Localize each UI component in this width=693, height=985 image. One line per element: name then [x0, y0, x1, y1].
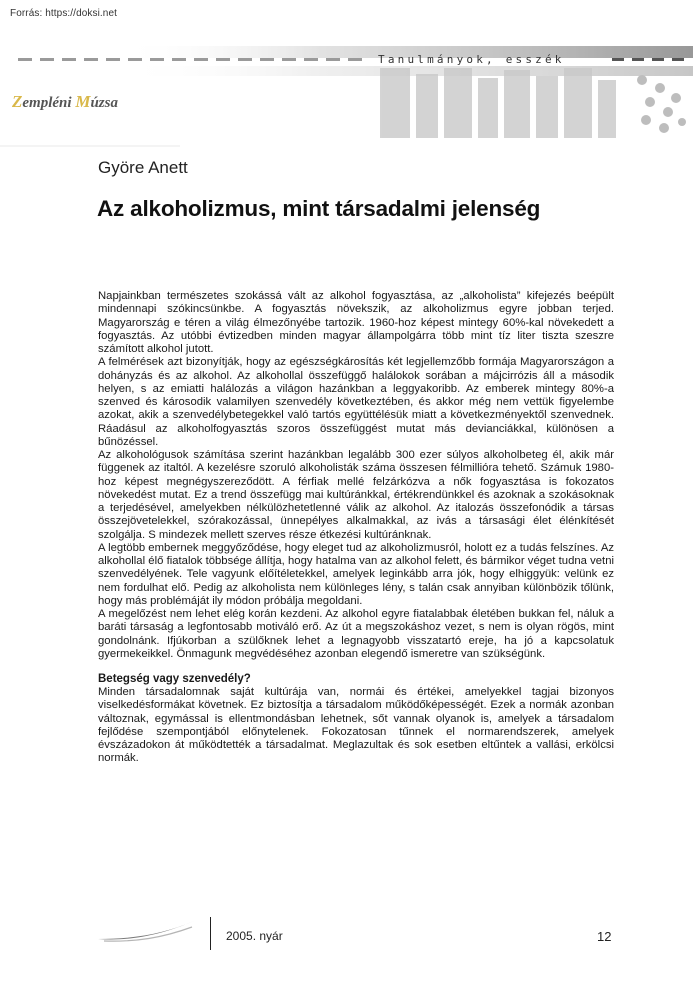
paragraph: Minden társadalomnak saját kultúrája van, normái és értékei, amelyekkel tagjai bizonyos viselkedésformákat követnek. Ez biztosítja a társadalom működőképességét. Ezek a normák azonban változnak, egymással is ellentmondásban lehetnek, sőt vannak olyanok is, amelyek a társadalom fejlődése szempontjából előnytelenek. Fokozatosan tűnnek el normarendszerek, amelyek évszázadokon át működtették a társadalmat. Meglazultak és sok esetben eltűntek a vallási, erkölcsi normák. — [98, 686, 614, 765]
page-number: 12 — [597, 929, 612, 944]
magazine-logo: Zempléni Múzsa — [12, 92, 118, 111]
paragraph: A felmérések azt bizonyítják, hogy az egészségkárosítás két legjellemzőbb formája Magyarországon a dohányzás és az alkohol. Az alkohollal összefüggő halálokok sorában a májcirrózis áll a második helyen, s az emiatti halálozás a világon hazánkban a leggyakoribb. Az emberek mintegy 80%-a szenved és károsodik valamilyen szenvedély következtében, és akkor még nem vettük figyelembe azokat, akik a szenvedélybetegekkel való tartós együttélésük miatt a következményektől szenvednek. Ráadásul az alkoholfogyasztás szoros összefüggést mutat más devianciákkal, különösen a bűnözéssel. — [98, 356, 614, 448]
article-title: Az alkoholizmus, mint társadalmi jelenség — [97, 196, 541, 221]
source-label: Forrás: https://doksi.net — [10, 8, 117, 19]
paragraph: A legtöbb embernek meggyőződése, hogy eleget tud az alkoholizmusról, holott ez a tudás felszínes. Az alkohollal élő fiatalok többsége állítja, hogy hatalma van az alkohol felett, és bármikor véget tudna vetni szenvedélyének. Tele vagyunk előítéletekkel, amelyek leginkább arra jók, hogy elhiggyük: velünk ez nem fordulhat elő. Pedig az alkoholista nem különleges lény, s talán csak annyiban különbözik tőlünk, hogy más problémáját ily módon próbálja megoldani. — [98, 541, 614, 607]
issue-label: 2005. nyár — [226, 929, 283, 943]
article-body — [98, 290, 614, 766]
paragraph: Napjainkban természetes szokássá vált az alkohol fogyasztása, az „alkoholista” kifejezés beépült mindennapi szókincsünkbe. A fogyasztás növekszik, az alkoholizmus egyre jobban terjed. Magyarország e téren a világ élmezőnyébe tartozik. 1960-hoz képest mintegy 60%-kal növekedett a fogyasztás. Az utóbbi évtizedben minden magyar állampolgárra több mint tíz liter tiszta szeszre számított alkohol jutott. — [98, 290, 614, 355]
author-name: Györe Anett — [98, 158, 188, 177]
header-banner-graphic — [0, 28, 693, 148]
paragraph: Az alkohológusok számítása szerint hazánkban legalább 300 ezer súlyos alkoholbeteg él, akik már függenek az italtól. A kezelésre szoruló alkoholisták száma összesen félmillióra tehető. Számuk 1980-hoz képest megnégyszereződött. A férfiak mellé felzárkózva a nők fogyasztása is fokozatos növekedést mutat. Ez a trend összefügg mai kultúránkkal, értékrendünkkel és azoknak a szokásoknak a terjedésével, amelyekben nélkülözhetetlenné válik az alkohol. Az italozás összefonódik a társas összejövetelekkel, szórakozással, ünnepélyes alkalmakkal, az ivás a társasági élet élénkítését szolgálja. S mindezek mellett szerves része étkezési kultúránknak. — [98, 449, 614, 541]
section-subheading: Betegség vagy szenvedély? — [98, 673, 251, 685]
section-tagline: Tanulmányok, esszék — [378, 53, 565, 66]
footer-divider — [210, 917, 211, 950]
swoosh-icon — [96, 919, 196, 943]
paragraph: A megelőzést nem lehet elég korán kezdeni. Az alkohol egyre fiatalabbak életében bukkan fel, náluk a baráti társaság a legfontosabb motiváló erő. Az út a megszokáshoz vezet, s nem is olyan rögös, mint gondolnánk. Ifjúkorban a szülőknek lehet a legnagyobb visszatartó ereje, ha jó a kapcsolatuk gyermekeikkel. Önmagunk megvédéséhez azonban elegendő ismeretre van szükségünk. — [98, 608, 614, 660]
